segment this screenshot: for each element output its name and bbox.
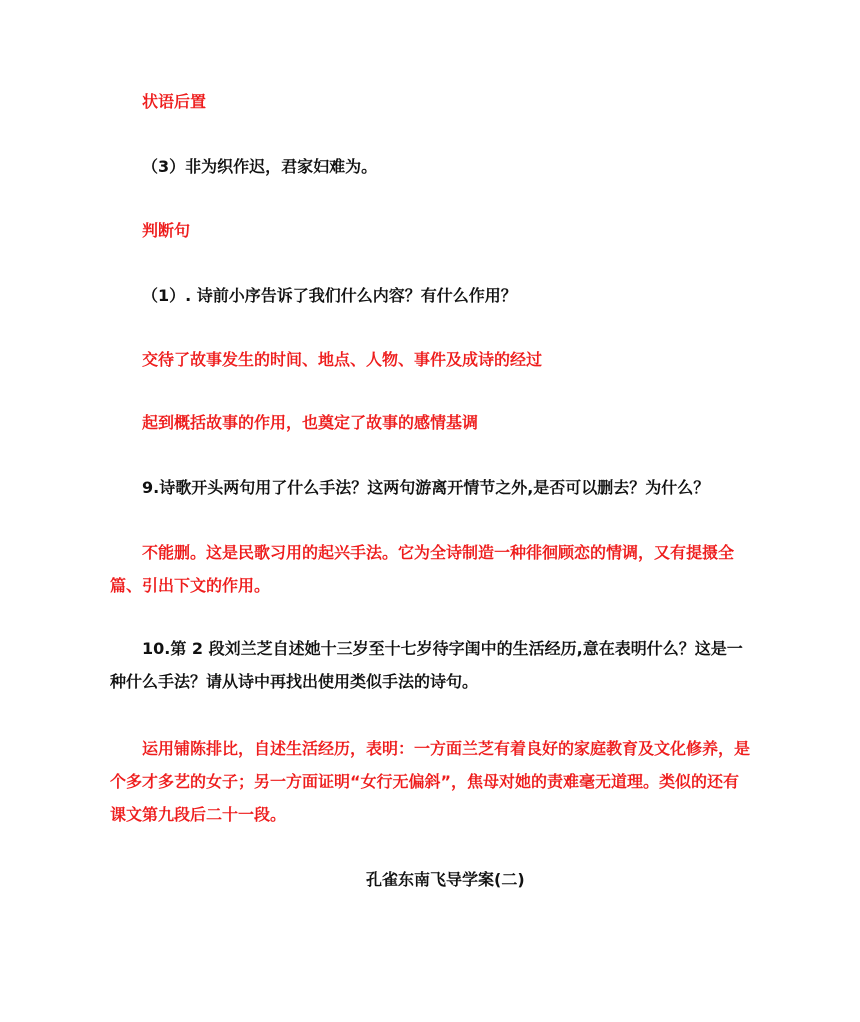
answer-1a: 交待了故事发生的时间、地点、人物、事件及成诗的经过 — [142, 350, 543, 369]
question-10: 10.第 2 段刘兰芝自述她十三岁至十七岁待字闺中的生活经历,意在表明什么？这是一种什么手法？请从诗中再找出使用类似手法的诗句。 — [110, 639, 743, 691]
question-9: 9.诗歌开头两句用了什么手法？这两句游离开情节之外,是否可以删去？为什么？ — [142, 478, 710, 497]
label-adverbial-postposition: 状语后置 — [142, 92, 207, 111]
question-1: （1）. 诗前小序告诉了我们什么内容？有什么作用？ — [142, 286, 517, 305]
section-title: 孔雀东南飞导学案(二) — [366, 870, 525, 889]
label-judgment-sentence: 判断句 — [142, 221, 191, 240]
answer-1b: 起到概括故事的作用，也奠定了故事的感情基调 — [142, 413, 479, 432]
answer-9: 不能删。这是民歌习用的起兴手法。它为全诗制造一种徘徊顾恋的情调，又有提摄全篇、引出下文的作用。 — [110, 543, 735, 595]
example-sentence-3: （3）非为织作迟，君家妇难为。 — [142, 157, 378, 176]
answer-10: 运用铺陈排比，自述生活经历，表明：一方面兰芝有着良好的家庭教育及文化修养，是个多才多艺的女子；另一方面证明“女行无偏斜”，焦母对她的责难毫无道理。类似的还有课文第九段后二十一段。 — [110, 739, 751, 824]
